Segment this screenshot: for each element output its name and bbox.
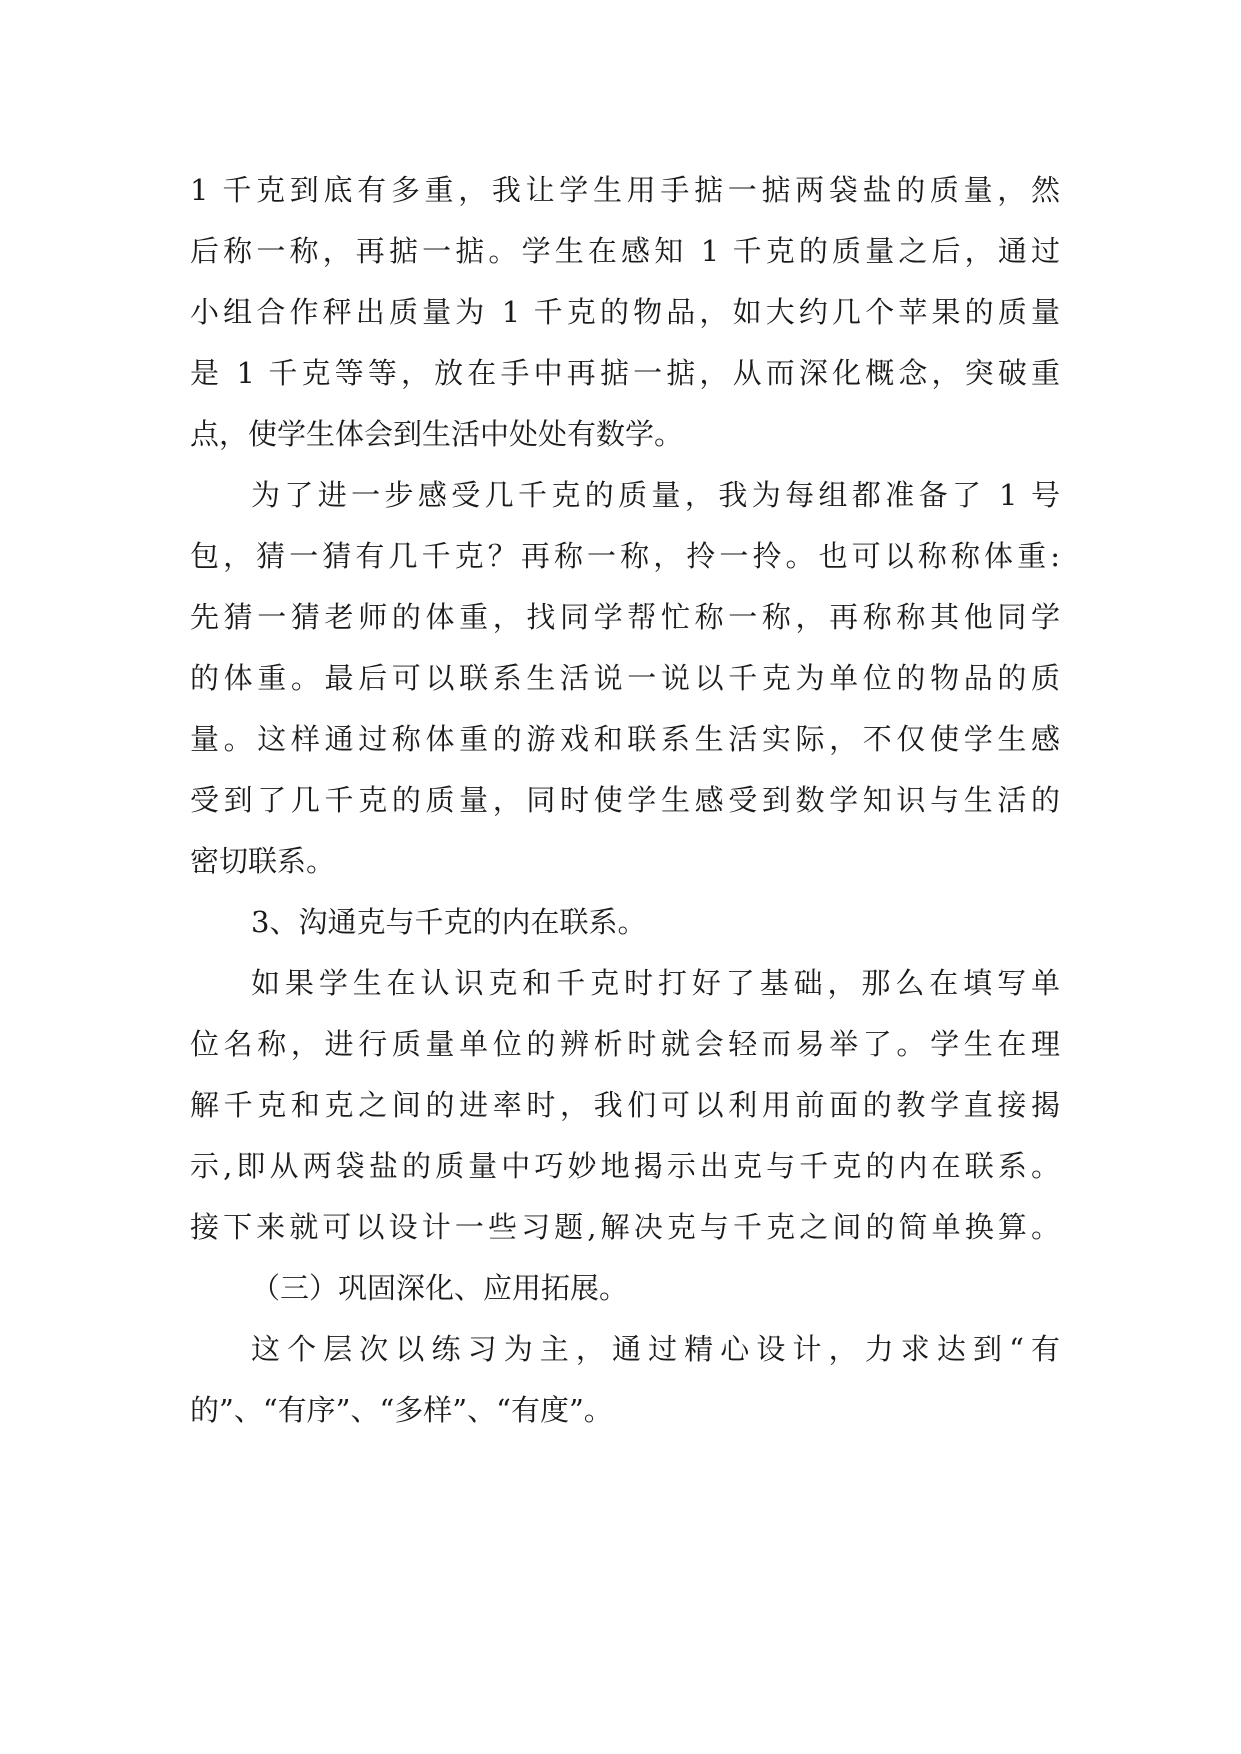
paragraph-line: 先猜一猜老师的体重，找同学帮忙称一称，再称称其他同学 (190, 600, 1060, 634)
paragraph-line: 后称一称，再掂一掂。学生在感知 1 千克的质量之后，通过 (190, 234, 1060, 268)
paragraph-line: 密切联系。 (190, 844, 336, 878)
paragraph-line: 是 1 千克等等，放在手中再掂一掂，从而深化概念，突破重 (190, 356, 1060, 390)
paragraph-line: 示,即从两袋盐的质量中巧妙地揭示出克与千克的内在联系。 (190, 1149, 1060, 1183)
paragraph-line: 点，使学生体会到生活中处处有数学。 (190, 417, 684, 451)
paragraph-line: 受到了几千克的质量，同时使学生感受到数学知识与生活的 (190, 783, 1060, 817)
paragraph-line: 解千克和克之间的进率时，我们可以利用前面的教学直接揭 (190, 1088, 1060, 1122)
section-heading: （三）巩固深化、应用拓展。 (251, 1271, 629, 1305)
paragraph-line: 接下来就可以设计一些习题,解决克与千克之间的简单换算。 (190, 1210, 1060, 1244)
paragraph-line: 包，猜一猜有几千克？再称一称，拎一拎。也可以称称体重: (190, 539, 1060, 573)
section-heading: 3、沟通克与千克的内在联系。 (251, 905, 647, 939)
paragraph-line: 位名称，进行质量单位的辨析时就会轻而易举了。学生在理 (190, 1027, 1060, 1061)
paragraph-line: 如果学生在认识克和千克时打好了基础，那么在填写单 (251, 966, 1060, 1000)
paragraph-line: 的体重。最后可以联系生活说一说以千克为单位的物品的质 (190, 661, 1060, 695)
paragraph-line: 量。这样通过称体重的游戏和联系生活实际，不仅使学生感 (190, 722, 1060, 756)
paragraph-line: 这个层次以练习为主，通过精心设计，力求达到“有 (251, 1332, 1060, 1366)
paragraph-line: 1 千克到底有多重，我让学生用手掂一掂两袋盐的质量，然 (190, 173, 1060, 207)
paragraph-line: 为了进一步感受几千克的质量，我为每组都准备了 1 号 (251, 478, 1060, 512)
paragraph-line: 的”、“有序”、“多样”、“有度”。 (190, 1393, 613, 1427)
paragraph-line: 小组合作秤出质量为 1 千克的物品，如大约几个苹果的质量 (190, 295, 1060, 329)
document-body (190, 160, 1060, 1441)
